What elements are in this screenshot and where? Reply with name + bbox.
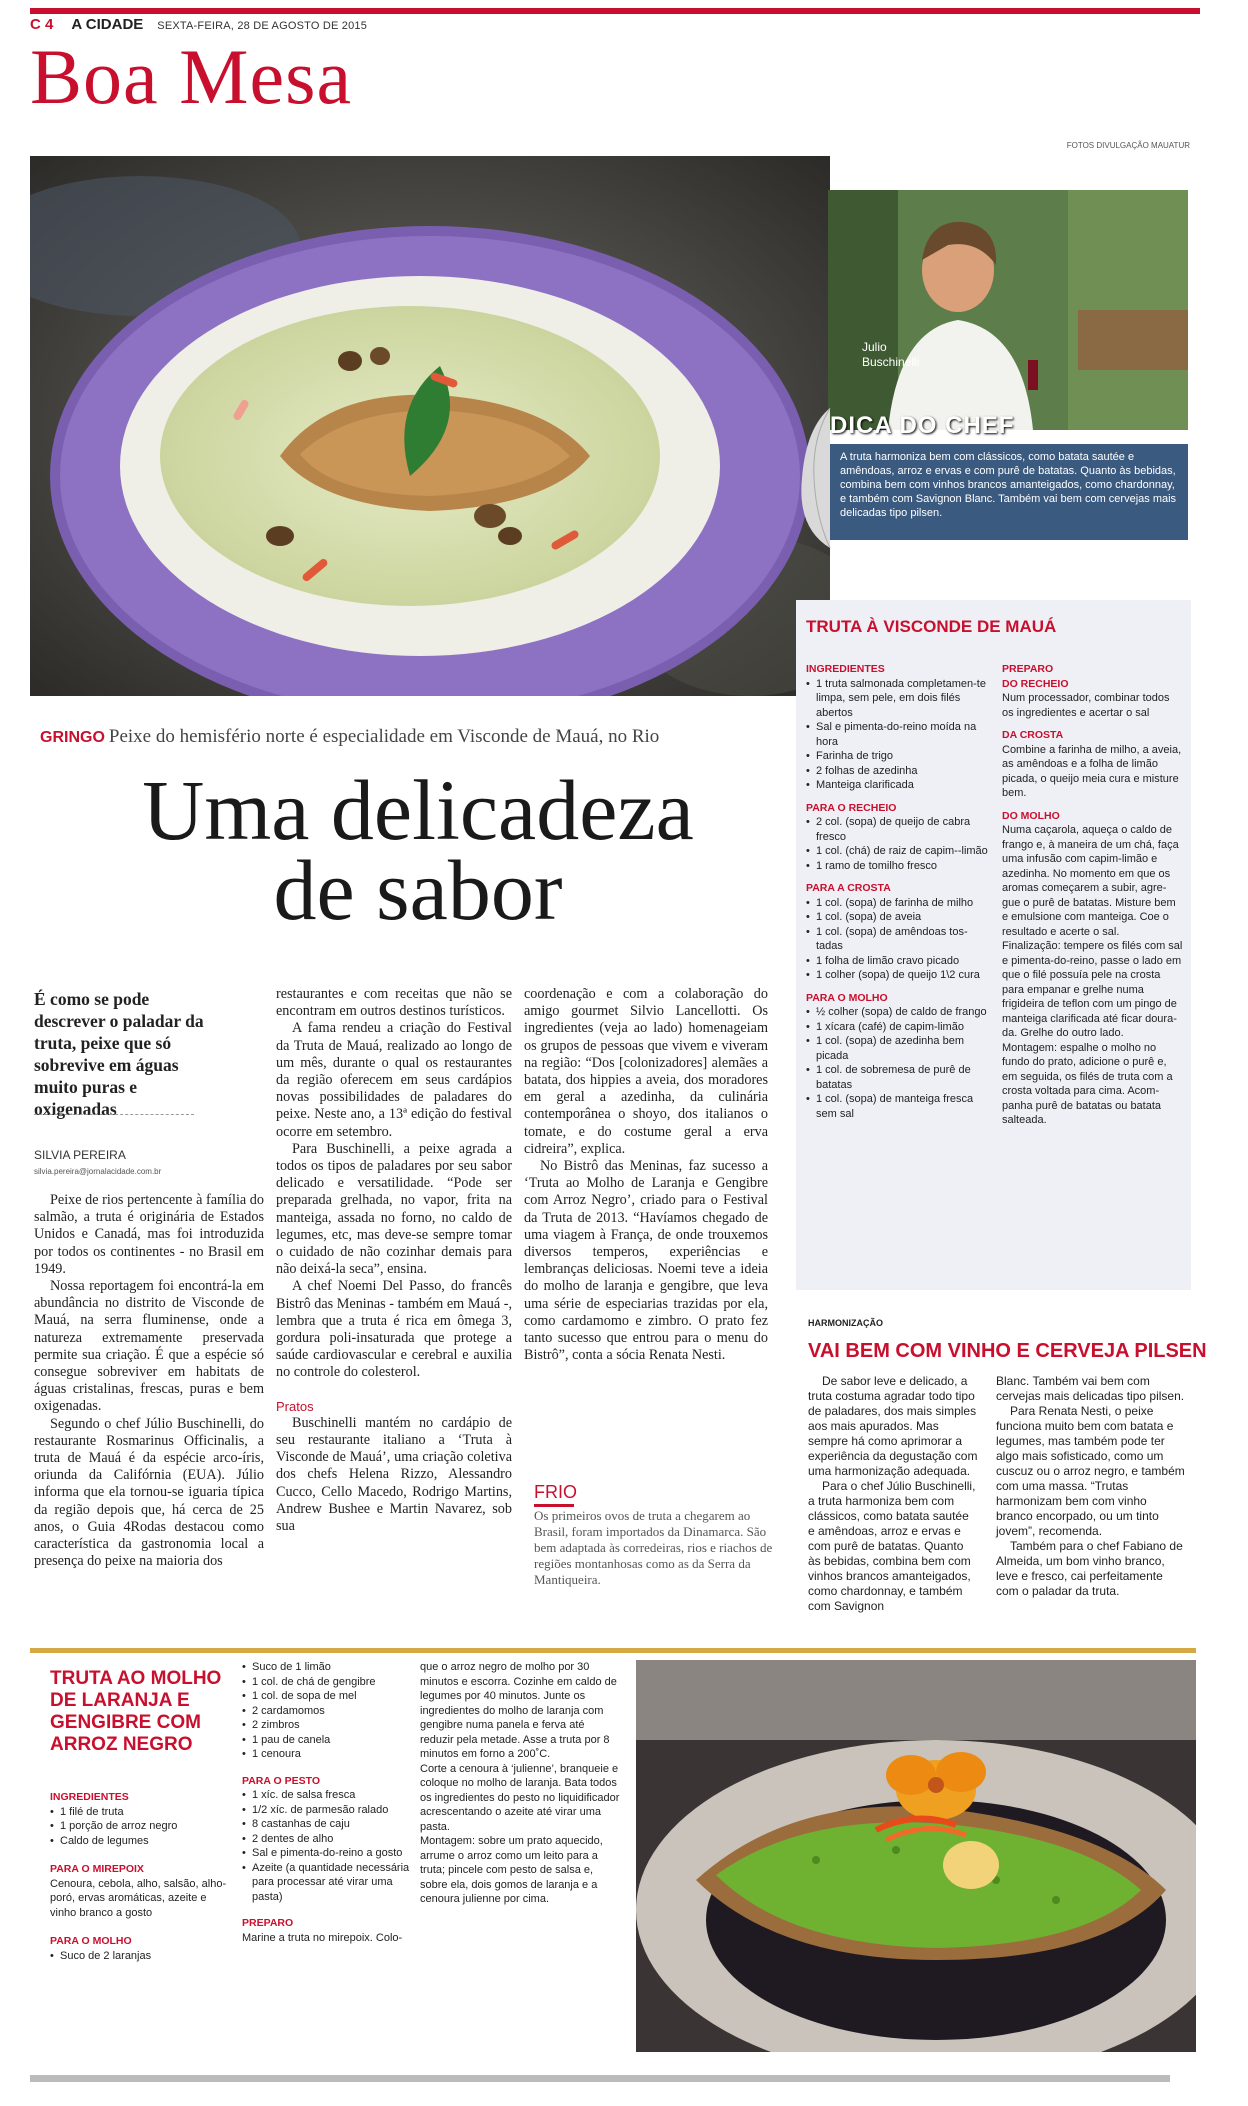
list-item: • 1 col. de chá de gengibre (242, 1675, 414, 1690)
list-item: • 8 castanhas de caju (242, 1817, 414, 1832)
preparation-text: Corte a cenoura à ‘julienne’, branqueie e coloque no molho de laranja. Bata todos os ingredientes do pesto no liquidificador acrescentando o azeite até virar uma pasta. (420, 1762, 620, 1833)
pesto-heading: PARA O PESTO (242, 1774, 320, 1787)
list-item: • Sal e pimenta-do-reino a gosto (242, 1846, 414, 1861)
list-item: • 1 colher (sopa) de queijo 1\2 cura (806, 968, 992, 983)
paragraph: Para Renata Nesti, o peixe funciona muito bem com batata e legumes, mas também pode ter algo mais sofisticado, como um cuscuz ou o arroz negro, e também com uma massa. “Trutas harmonizam bem com vinho branco encorpado, ou um tinto jovem”, recomenda. (996, 1404, 1185, 1538)
list-item: • Suco de 2 laranjas (50, 1949, 235, 1964)
preparation-text: que o arroz negro de molho por 30 minutos e escorra. Cozinhe em caldo de legumes por 40 minutos. Junte os ingredientes do molho de laranja com gengibre numa panela e ferva até reduzir pela metade. Asse a truta por 8 minutos em forno a 200˚C. (420, 1661, 617, 1760)
list-item: • Azeite (a quantidade necessária para processar até virar uma pasta) (242, 1861, 414, 1905)
ingredients-heading: INGREDIENTES (50, 1791, 129, 1803)
headline-line-2: de sabor (273, 842, 563, 938)
list-item: • 2 cardamomos (242, 1704, 414, 1719)
list-item: • Caldo de legumes (50, 1834, 235, 1849)
list-item: • Farinha de trigo (806, 749, 992, 764)
list-item: • 1 col. de sopa de mel (242, 1689, 414, 1704)
recipe-2-column-2 (242, 1660, 414, 1945)
list-item: • 1/2 xíc. de parmesão ralado (242, 1803, 414, 1818)
harmonization-title: VAI BEM COM VINHO E CERVEJA PILSEN (808, 1340, 1207, 1362)
list-item: • 2 folhas de azedinha (806, 764, 992, 779)
paragraph: Buschinelli mantém no cardápio de seu restaurante italiano a ‘Truta à Visconde de Mauá’, uma criação coletiva dos chefs Helena Rizzo, Alessandro Cucco, Cello Macedo, Rodrigo Martins, Andrew Bushee e Martin Navarez, sob sua (276, 1414, 512, 1535)
issue-date: SEXTA-FEIRA, 28 DE AGOSTO DE 2015 (157, 20, 368, 32)
list-item: • 2 dentes de alho (242, 1832, 414, 1847)
byline: SILVIA PEREIRA (34, 1148, 126, 1162)
photo-credit: FOTOS DIVULGAÇÃO MAUATUR (1066, 141, 1190, 150)
finishing-text: Finalização: tempere os filés com sal e pimenta-do-reino, passe o lado em que o filé possuía pele na crosta para empanar e grelhe numa frigideira de teflon com um pingo de manteiga clarificada até ficar doura-da. Grelhe do outro lado. (1002, 940, 1183, 1039)
paragraph: Segundo o chef Júlio Buschinelli, do restaurante Rosmarinus Officinalis, a truta de Mauá é da espécie arco-íris, oriunda da Califórnia (EUA). Júlio informa que ela tornou-se iguaria típica da região depois que, há cerca de 25 anos, o Guia 4Rodas destacou como característica da gastronomia local a presença do peixe na maioria dos (34, 1415, 264, 1570)
list-item: • Manteiga clarificada (806, 778, 992, 793)
sidebar-frio-title: FRIO (534, 1482, 577, 1502)
top-rule (30, 8, 1200, 14)
sidebar-frio-text: Os primeiros ovos de truta a chegarem ao Brasil, foram importados da Dinamarca. São bem adaptada às corredeiras, rios e riachos de regiões montanhosas como as da Serra da Mantiqueira. (534, 1508, 773, 1587)
chef-first-name: Julio (862, 340, 887, 354)
list-item: • 1 pau de canela (242, 1733, 414, 1748)
preparation-heading: PREPARO (242, 1917, 294, 1929)
paragraph: Também para o chef Fabiano de Almeida, um bom vinho branco, leve e fresco, cai perfeitamente com o paladar da truta. (996, 1539, 1183, 1598)
harmonization-column-1 (808, 1374, 978, 1614)
list-item: • 1 col. (sopa) de azedinha bem picada (806, 1034, 992, 1063)
crust-prep-text: Combine a farinha de milho, a aveia, as amêndoas e a folha de limão picada, o queijo meia cura e misture bem. (1002, 743, 1182, 799)
bottom-rule (30, 2075, 1170, 2082)
sauce-prep-text: Numa caçarola, aqueça o caldo de frango e, à maneira de um chá, faça uma infusão com capim-limão e azedinha. No momento em que os aromas começarem a subir, agre-gue o purê de batatas. Misture bem e emulsione com manteiga. Coe o resultado e acerte o sal. (1002, 824, 1179, 938)
list-item: • 1 col. (sopa) de aveia (806, 910, 992, 925)
recipe-preparation-column (1002, 662, 1184, 1128)
recipe-title: TRUTA À VISCONDE DE MAUÁ (806, 617, 1057, 636)
headline-line-1: Uma delicadeza (142, 762, 694, 858)
list-item: • 1 folha de limão cravo picado (806, 954, 992, 969)
main-dish-photo (30, 156, 830, 696)
paragraph: Nossa reportagem foi encontrá-la em abundância no distrito de Visconde de Mauá, na serra fluminense, onde a natureza extremamente preservada permite sua criação. É que a espécie só consegue sobreviver em habitats de águas cristalinas, frescas, puras e bem oxigenadas. (34, 1278, 264, 1415)
list-item: • 1 cenoura (242, 1747, 414, 1762)
filling-prep-heading: DO RECHEIO (1002, 677, 1069, 690)
list-item: • 1 truta salmonada completamen-te limpa, sem pele, em dois filés abertos (806, 677, 992, 721)
crust-prep-heading: DA CROSTA (1002, 729, 1064, 741)
filling-prep-text: Num processador, combinar todos os ingredientes e acertar o sal (1002, 692, 1170, 719)
deck-divider (34, 1114, 194, 1115)
list-item: • 1 ramo de tomilho fresco (806, 859, 992, 874)
sauce-prep-heading: DO MOLHO (1002, 809, 1060, 822)
author-email: silvia.pereira@jornalacidade.com.br (34, 1167, 162, 1176)
list-item: • 1 xíc. de salsa fresca (242, 1788, 414, 1803)
paragraph: A chef Noemi Del Passo, do francês Bistrô das Meninas - também em Mauá -, lembra que a truta é rica em ômega 3, gordura poli-insaturada que protege a saúde cardiovascular e cerebral e auxilia no controle do colesterol. (276, 1278, 512, 1381)
chef-caption (862, 340, 919, 370)
recipe-2-column-3 (420, 1660, 620, 1907)
article-column-3 (524, 986, 768, 1364)
list-item: • 1 col. de sobremesa de purê de batatas (806, 1063, 992, 1092)
paragraph: Para o chef Júlio Buschinelli, a truta harmoniza bem com clássicos, como batata sautée e amêndoas, arroz e ervas e com purê de batatas. Quanto às bebidas, combina bem com vinhos brancos amanteigados, como chardonnay, e também com Savignon (808, 1479, 976, 1613)
harmonization-column-2 (996, 1374, 1186, 1599)
recipe-ingredients-column (806, 662, 992, 1121)
list-item: • Suco de 1 limão (242, 1660, 414, 1675)
recipe-2-column-1 (50, 1790, 235, 1963)
subhead-pratos: Pratos (276, 1398, 314, 1414)
mirepoix-text: Cenoura, cebola, alho, salsão, alho-poró, ervas aromáticas, azeite e vinho branco a gosto (50, 1877, 227, 1919)
page-number: C 4 (30, 16, 54, 33)
paragraph: A fama rendeu a criação do Festival da Truta de Mauá, realizado ao longo de um mês, durante o qual os restaurantes da região oferecem em seus cardápios novas possibilidades de paladares do peixe. Neste ano, a 13ª edição do festival ocorre em setembro. (276, 1020, 512, 1140)
newspaper-name: A CIDADE (71, 16, 144, 33)
sauce-heading: PARA O MOLHO (806, 991, 888, 1004)
chef-tip-title: DICA DO CHEF (830, 412, 1015, 439)
plating-text: Montagem: espalhe o molho no fundo do prato, adicione o purê e, em seguida, os filés de truta com a crosta voltada para cima. Acom-panha purê de batatas ou batata salteada. (1002, 1041, 1173, 1126)
article-column-2 (276, 986, 512, 1535)
list-item: • 2 zimbros (242, 1718, 414, 1733)
list-item: • 1 filé de truta (50, 1805, 235, 1820)
page-folio (30, 16, 367, 33)
recipe-2-title: TRUTA AO MOLHO DE LARANJA E GENGIBRE COM ARROZ NEGRO (50, 1668, 222, 1755)
kicker-text: Peixe do hemisfério norte é especialidade em Visconde de Mauá, no Rio (108, 726, 660, 747)
sidebar-frio-rule (534, 1504, 574, 1507)
mirepoix-heading: PARA O MIREPOIX (50, 1863, 144, 1875)
list-item: • 1 col. (sopa) de amêndoas tos-tadas (806, 925, 992, 954)
filling-heading: PARA O RECHEIO (806, 801, 897, 814)
list-item: • 1 xícara (café) de capim-limão (806, 1020, 992, 1035)
section-title: Boa Mesa (30, 33, 353, 120)
paragraph: De sabor leve e delicado, a truta costuma agradar todo tipo de paladares, dos mais simples aos mais apurados. Mas sempre há como aprimorar a experiência da degustação com uma harmonização adequada. (808, 1374, 978, 1478)
paragraph: restaurantes e com receitas que não se encontram em outros destinos turísticos. (276, 986, 512, 1020)
recipe-2-photo (636, 1660, 1196, 2052)
list-item: • 1 col. (chá) de raiz de capim--limão (806, 844, 992, 859)
kicker (40, 726, 659, 748)
article-column-1 (34, 1192, 264, 1570)
paragraph: Blanc. Também vai bem com cervejas mais delicadas tipo pilsen. (996, 1374, 1185, 1403)
preparation-text-start: Marine a truta no mirepoix. Colo- (242, 1931, 403, 1944)
headline (68, 762, 768, 938)
list-item: • 2 col. (sopa) de queijo de cabra fresco (806, 815, 992, 844)
crust-heading: PARA A CROSTA (806, 882, 891, 894)
list-item: • 1 porção de arroz negro (50, 1819, 235, 1834)
article-deck: É como se pode descrever o paladar da truta, peixe que só sobrevive em águas muito puras e oxigenadas (34, 989, 204, 1119)
paragraph: coordenação e com a colaboração do amigo gourmet Silvio Lancellotti. Os ingredientes (veja ao lado) homenageiam os grupos de pessoas que vivem e viveram na região: “Dos [colonizadores] alemães a batata, dos hippies a aveia, dos moradores em geral a azedinha, da culinária contemporânea o shoyo, dos italianos o tomate, e do costume geral a erva cidreira”, explica. (524, 986, 768, 1157)
chef-photo (828, 190, 1188, 430)
paragraph: No Bistrô das Meninas, faz sucesso a ‘Truta ao Molho de Laranja e Gengibre com Arroz Negro’, criado para o Festival da Truta de 2013. “Havíamos chegado de uma viagem à França, de onde trouxemos diversos temperos, experiências e lembranças deliciosas. Noemi teve a ideia do molho de laranja e gengibre, que leva uma série de especiarias trazidas por ela, como cardamomo e zimbro. O prato fez tanto sucesso que entrou para o menu do Bistrô”, conta a sócia Renata Nesti. (524, 1158, 768, 1364)
list-item: • ½ colher (sopa) de caldo de frango (806, 1005, 992, 1020)
list-item: • Sal e pimenta-do-reino moída na hora (806, 720, 992, 749)
kicker-tag: GRINGO (40, 729, 105, 746)
harmonization-tag: HARMONIZAÇÃO (808, 1318, 883, 1328)
plating-text: Montagem: sobre um prato aquecido, arrume o arroz como um leito para a truta; pincele com pesto de salsa e, sobre ela, dois gomos de laranja e a cenoura julienne por cima. (420, 1835, 603, 1905)
chef-last-name: Buschinelli (862, 355, 920, 369)
page-curl-graphic (792, 408, 832, 548)
list-item: • 1 col. (sopa) de farinha de milho (806, 896, 992, 911)
list-item: • 1 col. (sopa) de manteiga fresca sem sal (806, 1092, 992, 1121)
paragraph: Peixe de rios pertencente à família do salmão, a truta é originária de Estados Unidos e Canadá, mas foi introduzida por todos os continentes - no Brasil em 1949. (34, 1192, 264, 1277)
paragraph: Para Buschinelli, a peixe agrada a todos os tipos de paladares por seu sabor delicado e versatilidade. “Pode ser preparada grelhada, no vapor, frita na manteiga, assada no forno, no caldo de legumes, etc, mas deve-se sempre tomar o cuidado de não cozinhar demais para não deixá-la seca”, ensina. (276, 1140, 512, 1278)
sauce-heading: PARA O MOLHO (50, 1935, 132, 1947)
preparation-heading: PREPARO (1002, 663, 1054, 675)
ingredients-heading: INGREDIENTES (806, 663, 885, 675)
chef-tip-text: A truta harmoniza bem com clássicos, como batata sautée e amêndoas, arroz e ervas e com purê de batatas. Quanto às bebidas, combina bem com vinhos brancos amanteigados, como chardonnay, e também com Savignon Blanc. Também vai bem com cervejas mais delicadas tipo pilsen. (840, 451, 1177, 519)
